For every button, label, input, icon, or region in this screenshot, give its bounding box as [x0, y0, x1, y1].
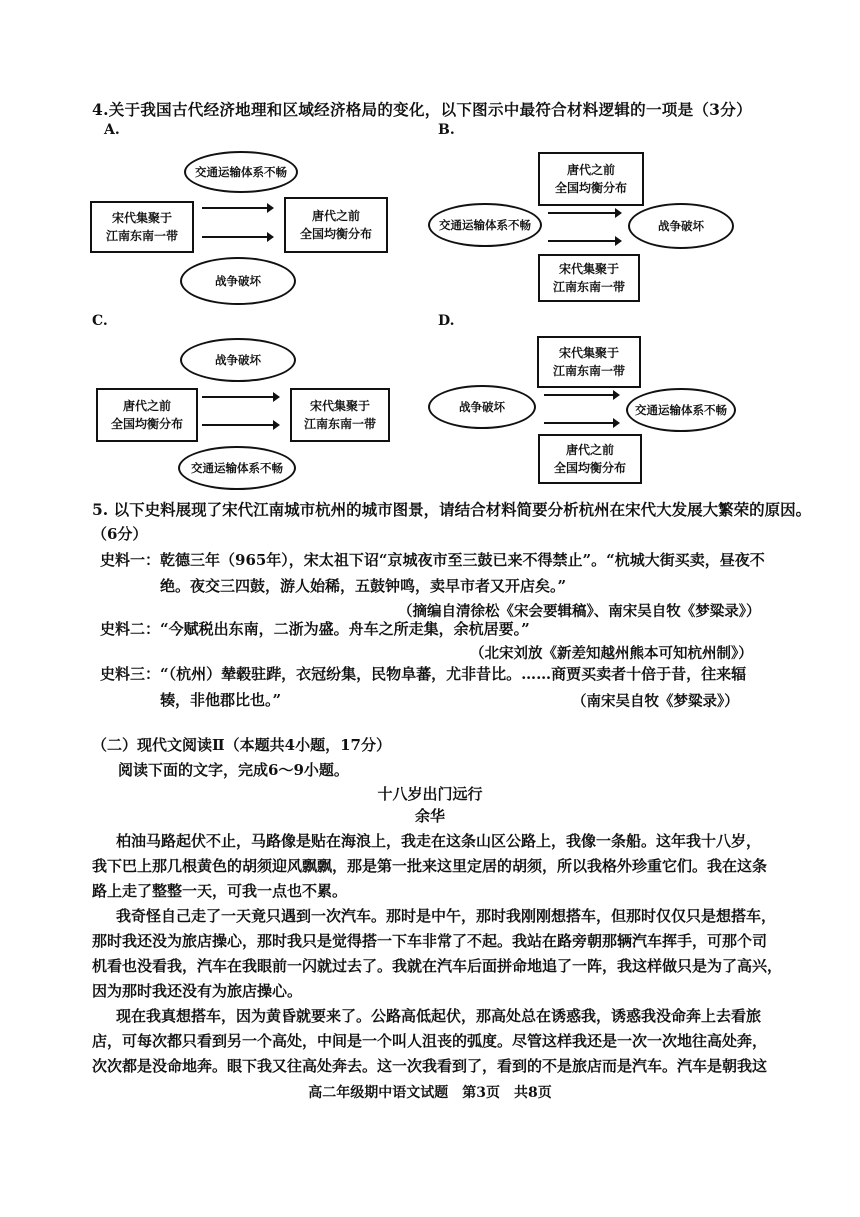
option-c-bottom-ellipse: 交通运输体系不畅	[178, 446, 296, 490]
option-c-right-line2: 江南东南一带	[303, 417, 376, 431]
material-3-line2: 辏，非他郡比也。”	[160, 691, 282, 709]
option-c-arrow-2	[202, 424, 278, 426]
paragraph-1-line1: 柏油马路起伏不止，马路像是贴在海浪上，我走在这条山区公路上，我像一条船。这年我十八岁，	[116, 832, 762, 850]
material-3-source: （南宋吴自牧《梦粱录》）	[572, 693, 739, 710]
option-d-label: D.	[438, 313, 455, 329]
option-c-left-line1: 唐代之前	[122, 399, 171, 413]
option-a-arrow-1	[202, 207, 272, 209]
option-c-top-ellipse: 战争破坏	[180, 338, 296, 382]
material-3-line1: 史料三：“（杭州）辇毂驻跸，衣冠纷集，民物阜蕃，尤非昔比。……商贾买卖者十倍于昔，往来辐	[100, 665, 747, 683]
option-d-arrow-1	[544, 394, 618, 396]
option-a-top-ellipse: 交通运输体系不畅	[184, 151, 298, 193]
paragraph-2-line4: 因为那时我还没有为旅店操心。	[92, 982, 303, 1000]
option-c-left-box	[96, 388, 198, 442]
paragraph-2-line3: 机看也没看我，汽车在我眼前一闪就过去了。我就在汽车后面拼命地追了一阵，我这样做只是为了高兴，	[92, 957, 783, 975]
section-2-heading: （二）现代文阅读Ⅱ（本题共4小题，17分）	[92, 736, 391, 754]
section-2-instruction: 阅读下面的文字，完成6～9小题。	[118, 761, 349, 779]
option-b-top-box	[538, 152, 644, 206]
option-b-label: B.	[438, 122, 455, 138]
option-a-label: A.	[104, 122, 120, 138]
option-d-bottom-line1: 唐代之前	[565, 443, 614, 457]
question-5-title-line2: （6分）	[92, 525, 148, 543]
option-b-arrow-1	[548, 212, 620, 214]
option-a-right-box	[284, 197, 388, 253]
option-c-right-box	[290, 388, 390, 442]
option-d-top-line1: 宋代集聚于	[558, 346, 619, 360]
option-d-left-ellipse: 战争破坏	[428, 385, 536, 429]
option-d-arrow-2	[544, 422, 618, 424]
option-d-bottom-box	[538, 434, 642, 484]
paragraph-2-line1: 我奇怪自己走了一天竟只遇到一次汽车。那时是中午，那时我刚刚想搭车，但那时仅仅只是想搭车，	[116, 907, 777, 925]
option-a-left-line1: 宋代集聚于	[111, 211, 172, 225]
page-footer: 高二年级期中语文试题 第3页 共8页	[308, 1085, 552, 1101]
material-2-source: （北宋刘放《新差知越州熊本可知杭州制》）	[470, 645, 753, 662]
paragraph-2-line2: 那时我还没为旅店操心，那时我只是觉得搭一下车非常了不起。我站在路旁朝那辆汽车挥手，可那个司	[92, 932, 768, 950]
option-a-arrow-2	[202, 236, 272, 238]
option-c-label: C.	[92, 313, 108, 329]
option-d-top-box	[537, 336, 641, 388]
paragraph-1-line3: 路上走了整整一天，可我一点也不累。	[92, 882, 348, 900]
story-author: 余华	[414, 807, 445, 825]
material-2-line1: 史料二：“今赋税出东南，二浙为盛。舟车之所走集，余杭居要。”	[100, 620, 530, 638]
material-1-line2: 绝。夜交三四鼓，游人始稀，五鼓钟鸣，卖早市者又开店矣。”	[160, 577, 567, 595]
option-b-top-line1: 唐代之前	[566, 163, 615, 177]
option-d-right-ellipse: 交通运输体系不畅	[626, 388, 736, 432]
option-b-left-ellipse: 交通运输体系不畅	[428, 203, 542, 247]
option-d-top-line2: 江南东南一带	[552, 364, 625, 378]
option-c-right-line1: 宋代集聚于	[309, 399, 370, 413]
option-c-left-line2: 全国均衡分布	[110, 417, 183, 431]
story-title: 十八岁出门远行	[377, 785, 483, 803]
option-a-right-line2: 全国均衡分布	[299, 227, 372, 241]
option-b-bottom-line1: 宋代集聚于	[558, 262, 619, 276]
material-1-line1: 史料一：乾德三年（965年），宋太祖下诏“京城夜市至三鼓已来不得禁止”。“杭城大街买卖，昼夜不	[100, 551, 765, 569]
option-b-bottom-box	[538, 254, 640, 302]
paragraph-3-line1: 现在我真想搭车，因为黄昏就要来了。公路高低起伏，那高处总在诱惑我，诱惑我没命奔上去看旅	[116, 1007, 762, 1025]
paragraph-3-line2: 店，可每次都只看到另一个高处，中间是一个叫人沮丧的弧度。尽管这样我还是一次一次地往高处奔，	[92, 1032, 768, 1050]
paragraph-3-line3: 次次都是没命地奔。眼下我又往高处奔去。这一次我看到了，看到的不是旅店而是汽车。汽车是朝我这	[92, 1057, 768, 1075]
option-a-left-box	[90, 201, 194, 253]
option-b-top-line2: 全国均衡分布	[554, 181, 627, 195]
option-a-left-line2: 江南东南一带	[105, 229, 178, 243]
option-b-bottom-line2: 江南东南一带	[552, 280, 625, 294]
question-4-title: 4.关于我国古代经济地理和区域经济格局的变化，以下图示中最符合材料逻辑的一项是（3分）	[92, 100, 752, 119]
option-c-arrow-1	[202, 396, 278, 398]
option-d-bottom-line2: 全国均衡分布	[553, 461, 626, 475]
question-5-title-line1: 5. 以下史料展现了宋代江南城市杭州的城市图景，请结合材料简要分析杭州在宋代大发展大繁荣的原因。	[92, 500, 812, 519]
option-a-bottom-ellipse: 战争破坏	[180, 257, 296, 305]
paragraph-1-line2: 我下巴上那几根黄色的胡须迎风飘飘，那是第一批来这里定居的胡须，所以我格外珍重它们。我在这条	[92, 857, 768, 875]
option-a-right-line1: 唐代之前	[311, 209, 360, 223]
option-b-right-ellipse: 战争破坏	[628, 203, 734, 249]
option-b-arrow-2	[548, 240, 620, 242]
material-1-source: （摘编自清徐松《宋会要辑稿》、南宋吴自牧《梦粱录》）	[398, 603, 761, 620]
